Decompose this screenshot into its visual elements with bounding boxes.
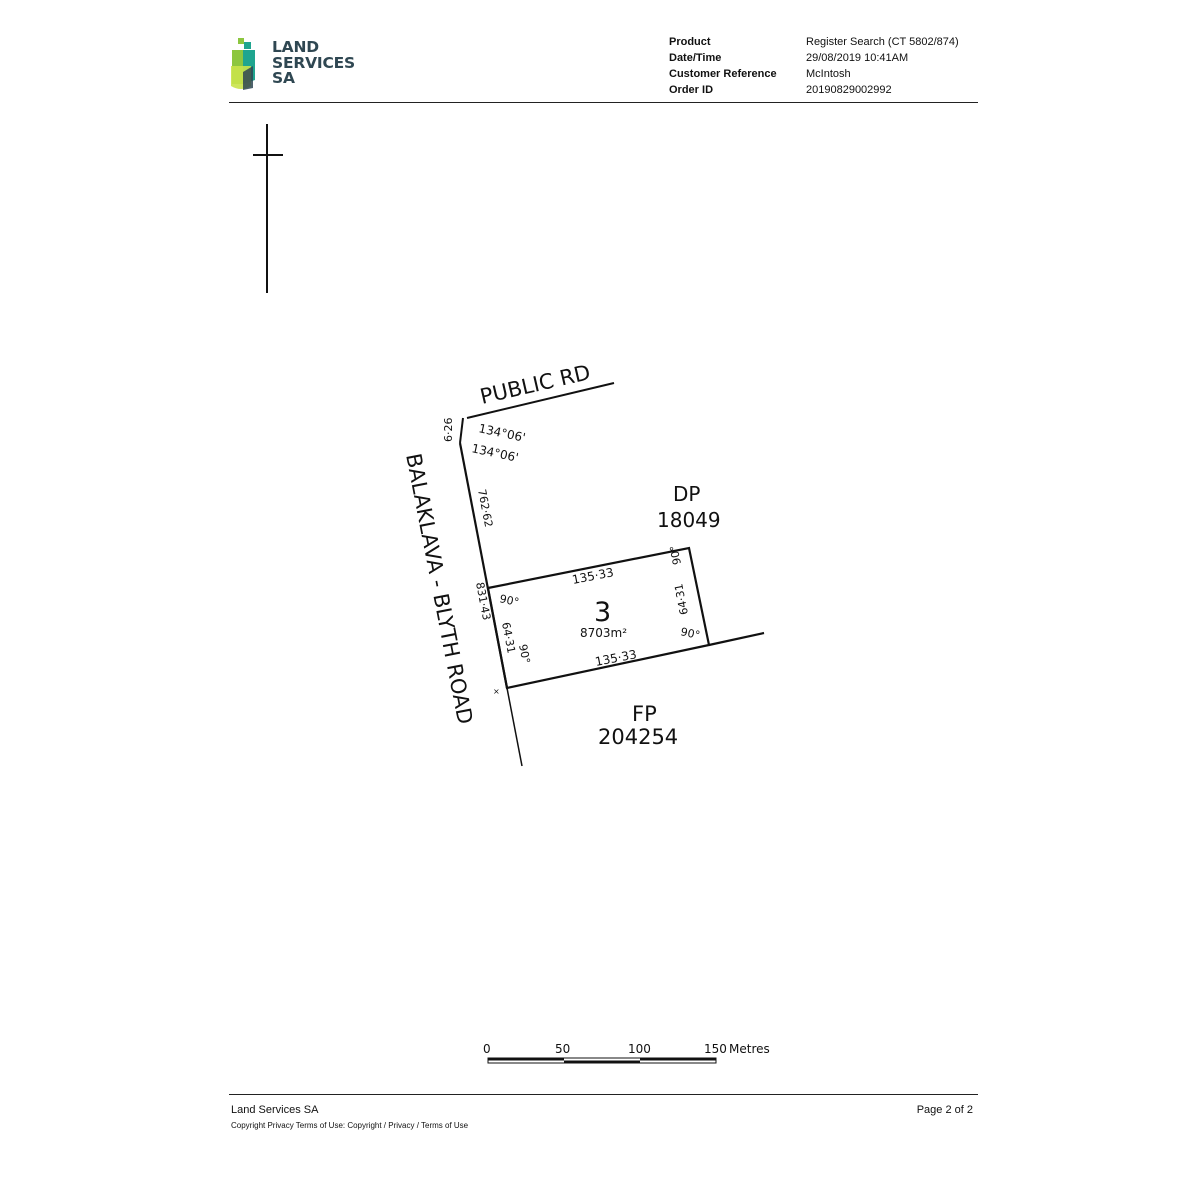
scale-unit: Metres <box>729 1042 770 1056</box>
public-road-label: PUBLIC RD <box>477 360 593 409</box>
angle-top-right: 90° <box>667 544 684 566</box>
order-id-label: Order ID <box>669 84 714 96</box>
fp-label: FP <box>632 702 657 726</box>
fp-number: 204254 <box>598 725 679 749</box>
bearing-label-1: 134°06' <box>477 421 527 445</box>
customer-reference-label: Customer Reference <box>669 68 777 80</box>
lot-area: 8703m² <box>580 626 628 640</box>
dp-number: 18049 <box>657 508 721 532</box>
dimension-831-43: 831·43 <box>473 581 494 622</box>
datetime-label: Date/Time <box>669 52 722 64</box>
scale-tick-100: 100 <box>628 1042 651 1056</box>
dimension-762-62: 762·62 <box>475 488 496 529</box>
side-right-length: 64·31 <box>672 582 691 616</box>
angle-top-left: 90° <box>498 592 521 609</box>
customer-reference-value: McIntosh <box>806 68 851 80</box>
scale-tick-0: 0 <box>483 1042 491 1056</box>
logo-line-1: LAND <box>272 38 319 56</box>
scale-tick-150: 150 <box>704 1042 727 1056</box>
survey-mark: × <box>493 687 500 696</box>
product-label: Product <box>669 36 711 48</box>
order-id-value: 20190829002992 <box>806 84 892 96</box>
footer-divider <box>229 1094 978 1095</box>
angle-bottom-right: 90° <box>679 625 702 642</box>
dp-label: DP <box>673 482 701 506</box>
scale-tick-50: 50 <box>555 1042 571 1056</box>
bearing-label-2: 134°06' <box>470 441 520 465</box>
angle-bottom-left: 90° <box>516 643 533 665</box>
lot-number: 3 <box>594 597 612 628</box>
north-arrow-icon <box>253 124 283 293</box>
logo-line-2: SERVICES <box>272 53 355 72</box>
side-top-length: 135·33 <box>570 565 615 587</box>
fp-boundary-east <box>709 633 764 645</box>
main-road-label: BALAKLAVA - BLYTH ROAD <box>401 451 478 727</box>
datetime-value: 29/08/2019 10:41AM <box>806 52 909 64</box>
page-number: Page 2 of 2 <box>916 1104 973 1116</box>
main-road-boundary-south <box>507 688 522 766</box>
scale-bar <box>483 1042 770 1063</box>
side-bottom-length: 135·33 <box>593 647 638 669</box>
dimension-6-26: 6·26 <box>442 417 455 442</box>
footer-org: Land Services SA <box>231 1104 319 1116</box>
road-corner-line <box>460 418 463 443</box>
side-left-length: 64·31 <box>499 621 518 655</box>
footer-links[interactable]: Copyright Privacy Terms of Use: Copyright / Privacy / Terms of Use <box>231 1121 469 1130</box>
product-value: Register Search (CT 5802/874) <box>806 36 959 48</box>
logo-line-3: SA <box>272 69 295 87</box>
